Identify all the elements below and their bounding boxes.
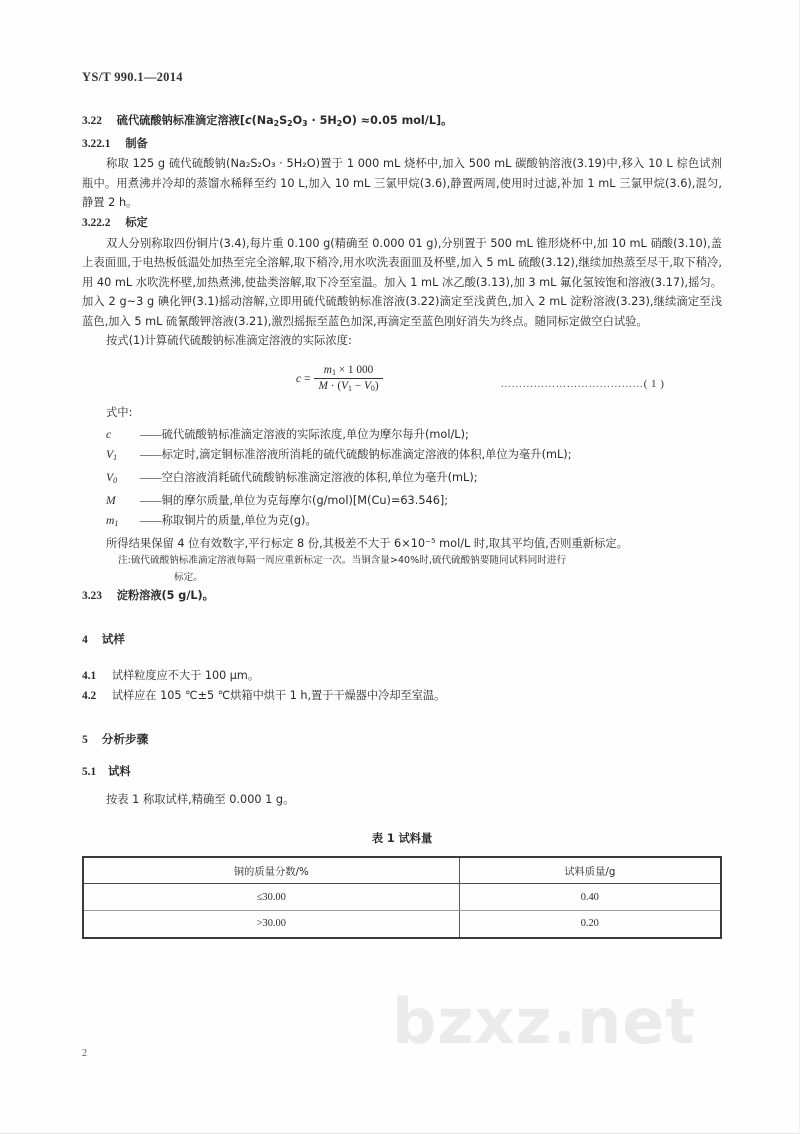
section-5-title: 分析步骤 [101, 732, 149, 747]
definition-row [106, 491, 722, 511]
definition-row [106, 511, 722, 534]
table-caption: 表 1 试料量 [371, 831, 433, 845]
section-5-number: 5 [82, 733, 88, 747]
equation-1 [82, 364, 722, 393]
equation-number: ( 1 ) [643, 378, 665, 391]
definition-text: 标定时,滴定铜标准溶液所消耗的硫代硫酸钠标准滴定溶液的体积,单位为毫升(mL); [161, 447, 572, 461]
clause-3.23 [82, 586, 722, 607]
definition-symbol: $V_1$ [106, 447, 118, 462]
clause-3.22-title: 硫代硫酸钠标准滴定溶液[$c(Na_2S_2O_3 \cdot 5H_2O) \approx 0.05$ mol/L]。 [116, 114, 453, 128]
definition-dash: —— [140, 471, 161, 484]
definition-dash: —— [140, 494, 161, 507]
definition-text: 称取铜片的质量,单位为克(g)。 [161, 513, 317, 527]
clause-3.22 [82, 111, 722, 134]
definition-symbol: M [106, 493, 116, 507]
definition-symbol: c [106, 427, 112, 441]
table-header-cell: 铜的质量分数/% [83, 857, 459, 884]
note-text: 硫代硫酸钠标准滴定溶液每隔一周应重新标定一次。当铜含量>40%时,硫代硫酸钠要随同试料同时进行 [130, 555, 567, 567]
note-label: 注: [118, 555, 131, 567]
clause-3.23-title: 淀粉溶液(5 g/L)。 [116, 589, 214, 603]
equation-leader-dots: …………………………………( 1 ) [500, 378, 665, 391]
clause-3.22.1-number: 3.22.1 [82, 137, 111, 150]
clause-4.2 [82, 686, 722, 707]
clause-4.1-number: 4.1 [82, 669, 97, 682]
clause-3.22.2 [82, 213, 722, 234]
page-content [82, 70, 722, 939]
clause-5.1-body: 按表 1 称取试样,精确至 0.000 1 g。 [106, 793, 295, 807]
definition-text: 空白溶液消耗硫代硫酸钠标准滴定溶液的体积,单位为毫升(mL); [161, 470, 478, 484]
sample-mass-table [82, 856, 722, 939]
section-5-heading [82, 729, 722, 750]
section-4-number: 4 [82, 632, 88, 646]
standard-number: YS/T 990.1—2014 [82, 70, 183, 84]
table-cell: ≤30.00 [83, 884, 459, 911]
table-row [83, 911, 721, 938]
clause-3.22.2-body: 双人分别称取四份铜片(3.4),每片重 0.100 g(精确至 0.000 01 g),分别置于 500 mL 锥形烧杯中,加 10 mL 硝酸(3.10),盖上表面皿,于电热板低温处加热至完全溶解,取下稍冷,用水吹洗表面皿及杯壁,加入 5 mL 硫酸(3.12),继续加热蒸至尽干,取下稍冷,用 40 mL 水吹洗杯壁,加热煮沸,使盐类溶解,取下冷至室温。加入 1 mL 冰乙酸(3.13),加 3 mL 氟化氢铵饱和溶液(3.17),摇匀。加入 2 g~3 g 碘化钾(3.1)摇动溶解,立即用硫代硫酸钠标准溶液(3.22)滴定至浅黄色,加入 2 mL 淀粉溶液(3.23),继续滴定至浅蓝色,加入 5 mL 硫氰酸钾溶液(3.21),激烈摇振至蓝色加深,再滴定至蓝色刚好消失为终点。随同标定做空白试验。 [82, 236, 722, 328]
equation-lhs: c [296, 372, 302, 385]
clause-5.1-number: 5.1 [82, 766, 97, 779]
clause-3.22.1 [82, 134, 722, 155]
table-header-row [83, 857, 721, 884]
clause-4.2-text: 试样应在 105 ℃±5 ℃烘箱中烘干 1 h,置于干燥器中冷却至室温。 [111, 689, 446, 703]
equation-equals: = [301, 372, 311, 385]
clause-3.22.2-title: 标定 [125, 215, 148, 229]
definition-text: 硫代硫酸钠标准滴定溶液的实际浓度,单位为摩尔每升(mol/L); [161, 427, 469, 441]
definition-text: 铜的摩尔质量,单位为克每摩尔(g/mol)[M(Cu)=63.546]; [161, 493, 449, 507]
clause-5.1-title: 试料 [108, 765, 131, 779]
table-cell: >30.00 [83, 911, 459, 938]
definition-symbol: $m_1$ [106, 513, 119, 528]
definition-dash: —— [140, 448, 161, 461]
equation-denominator: $M \cdot (V_1 - V_0)$ [318, 380, 379, 394]
equation-expression [296, 364, 383, 393]
equation-fraction [314, 364, 382, 393]
table-row [83, 884, 721, 911]
definition-row [106, 425, 722, 445]
definition-symbol: $V_0$ [106, 470, 118, 485]
clause-4.1 [82, 666, 722, 687]
definition-row [106, 468, 722, 491]
watermark: bzxz.net [392, 985, 696, 1058]
note-block [118, 553, 722, 586]
definition-dash: —— [140, 428, 161, 441]
definition-row [106, 445, 722, 468]
table-header-cell: 试料质量/g [459, 857, 721, 884]
clause-3.22.2-number: 3.22.2 [82, 216, 111, 229]
page-number: 2 [82, 1048, 87, 1059]
clause-3.22.1-title: 制备 [125, 136, 148, 150]
table-cell: 0.40 [459, 884, 721, 911]
clause-4.1-text: 试样粒度应不大于 100 μm。 [111, 668, 260, 682]
section-4-title: 试样 [101, 631, 125, 646]
clause-3.22.1-body: 称取 125 g 硫代硫酸钠(Na₂S₂O₃ · 5H₂O)置于 1 000 mL 烧杯中,加入 500 mL 碳酸钠溶液(3.19)中,移入 10 L 棕色试剂瓶中。用煮沸并冷却的蒸馏水稀释至约 10 L,加入 10 mL 三氯甲烷(3.6),静置两周,使用时过滤,补加 1 mL 三氯甲烷(3.6),混匀,静置 2 h。 [82, 157, 722, 210]
clause-3.23-number: 3.23 [82, 590, 102, 603]
formula-intro: 按式(1)计算硫代硫酸钠标准滴定溶液的实际浓度: [106, 334, 352, 348]
symbol-definition-list [82, 425, 722, 534]
clause-4.2-number: 4.2 [82, 690, 97, 703]
definition-dash: —— [140, 514, 161, 527]
clause-3.22-number: 3.22 [82, 115, 102, 127]
where-label: 式中: [106, 406, 133, 420]
equation-numerator: $m_1 \times 1$ 000 [323, 364, 374, 378]
note-text-continued: 标定。 [174, 571, 203, 583]
table-cell: 0.20 [459, 911, 721, 938]
section-4-heading [82, 629, 722, 650]
clause-5.1-heading [82, 762, 722, 782]
result-note: 所得结果保留 4 位有效数字,平行标定 8 份,其极差不大于 6×10⁻⁵ mol/L 时,取其平均值,否则重新标定。 [106, 536, 628, 550]
